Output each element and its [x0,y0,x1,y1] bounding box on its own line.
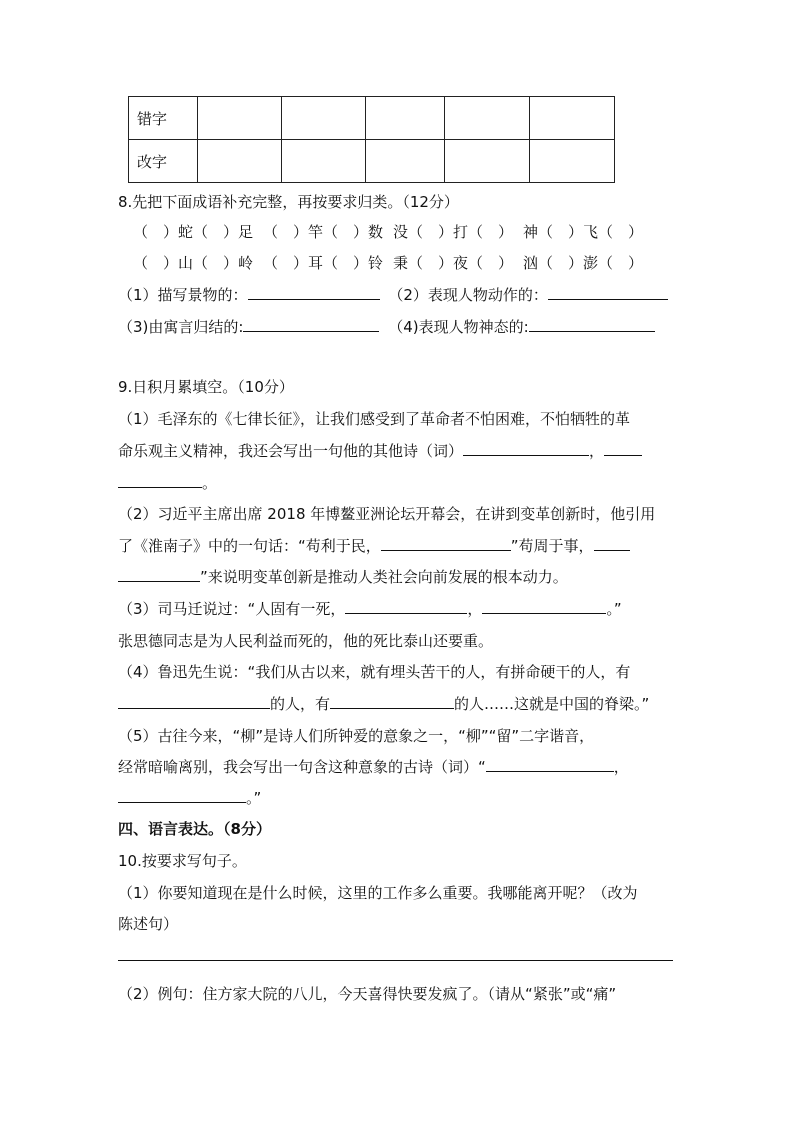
idiom-item[interactable]: （ ）山（ ）岭 [133,254,254,272]
punct: 。” [246,789,262,807]
q9-p2-text: 了《淮南子》中的一句话：“苟利于民， [118,537,381,555]
punct: 。 [202,474,218,492]
q9-p5-line1: （5）古往今来，“柳”是诗人们所钟爱的意象之一，“柳”“留”二字谐音， [118,727,595,745]
q9-p3-line2: 张思德同志是为人民利益而死的，他的死比泰山还要重。 [118,632,494,650]
section-4-title: 四、语言表达。（8分） [118,820,271,838]
q9-p3-text: （3）司马迁说过：“人固有一死， [118,600,346,618]
answer-blank[interactable] [604,441,642,456]
table-cell[interactable] [282,140,366,183]
table-cell[interactable] [198,97,282,140]
q9-p1-line1: （1）毛泽东的《七律长征》，让我们感受到了革命者不怕困难，不怕牺牲的革 [118,410,631,428]
idiom-item[interactable]: 汹（ ）澎（ ） [523,254,644,272]
answer-blank[interactable] [118,473,202,488]
q9-p2-line2 [118,535,630,556]
idiom-row-2 [133,252,653,273]
q9-title: 9.日积月累填空。（10分） [118,378,294,396]
q10-title: 10.按要求写句子。 [118,852,247,870]
table-cell[interactable] [530,140,615,183]
q10-p1-line1: （1）你要知道现在是什么时候，这里的工作多么重要。我哪能离开呢？（改为 [118,884,638,902]
table-cell[interactable] [282,97,366,140]
punct: ， [589,442,605,460]
q8-title: 8.先把下面成语补充完整，再按要求归类。（12分） [118,193,459,211]
answer-blank[interactable] [118,694,270,709]
punct: ， [467,600,483,618]
answer-blank[interactable] [118,788,246,803]
table-cell[interactable] [530,97,615,140]
category-label: （1）描写景物的： [118,286,248,304]
q9-p1-text: 命乐观主义精神，我还会写出一句他的其他诗（词） [118,442,464,460]
answer-blank[interactable] [381,536,511,551]
category-label: （2）表现人物动作的： [388,286,548,304]
q9-p4-text: 的人……这就是中国的脊梁。” [454,695,650,713]
punct: ， [613,758,629,776]
table-cell[interactable] [366,97,445,140]
answer-blank[interactable] [486,757,614,772]
q10-p2: （2）例句：住方家大院的八儿，今天喜得快要发疯了。（请从“紧张”或“痛” [118,985,617,1003]
q9-p1-line2 [118,440,642,461]
q9-p4-line2 [118,693,649,714]
q9-p4-line1: （4）鲁迅先生说：“我们从古以来，就有埋头苦干的人，有拼命硬干的人，有 [118,663,631,681]
q8-category-row-2 [118,316,655,337]
q9-p2-line1: （2）习近平主席出席 2018 年博鳌亚洲论坛开幕会，在讲到变革创新时，他引用 [118,505,656,523]
q10-p1-line2: 陈述句） [118,915,179,933]
answer-blank[interactable] [463,441,589,456]
answer-line[interactable] [118,960,673,961]
idiom-item[interactable]: （ ）耳（ ）铃 [263,254,384,272]
table-cell[interactable] [445,140,530,183]
q9-p1-line3 [118,472,217,493]
answer-blank[interactable] [482,599,606,614]
q9-p5-line2 [118,756,629,777]
answer-blank[interactable] [594,536,630,551]
idiom-row-1 [133,221,653,242]
category-label: （3)由寓言归结的: [118,318,244,336]
punct: 。” [606,600,622,618]
error-correction-table [128,96,615,183]
q9-p4-text: 的人，有 [270,695,331,713]
idiom-item[interactable]: 神（ ）飞（ ） [523,223,644,241]
answer-blank[interactable] [345,599,467,614]
answer-blank[interactable] [248,285,380,300]
q9-p5-line3 [118,787,261,808]
q9-p2-text: ”苟周于事， [510,537,594,555]
answer-blank[interactable] [548,285,668,300]
idiom-item[interactable]: （ ）竿（ ）数 [263,223,384,241]
table-cell[interactable] [198,140,282,183]
answer-blank[interactable] [529,317,655,332]
table-label-correct: 改字 [129,140,198,183]
q9-p2-text: ”来说明变革创新是推动人类社会向前发展的根本动力。 [200,568,568,586]
idiom-item[interactable]: 没（ ）打（ ） [393,223,514,241]
q8-category-row-1 [118,284,668,305]
answer-blank[interactable] [118,567,200,582]
table-cell[interactable] [366,140,445,183]
q9-p2-line3 [118,566,568,587]
q9-p5-text: 经常暗喻离别，我会写出一句含这种意象的古诗（词）“ [118,758,486,776]
category-label: （4)表现人物神态的: [388,318,529,336]
answer-blank[interactable] [243,317,379,332]
answer-blank[interactable] [330,694,454,709]
idiom-item[interactable]: （ ）蛇（ ）足 [133,223,254,241]
table-cell[interactable] [445,97,530,140]
q9-p3-line1 [118,598,622,619]
idiom-item[interactable]: 秉（ ）夜（ ） [393,254,514,272]
table-label-wrong: 错字 [129,97,198,140]
